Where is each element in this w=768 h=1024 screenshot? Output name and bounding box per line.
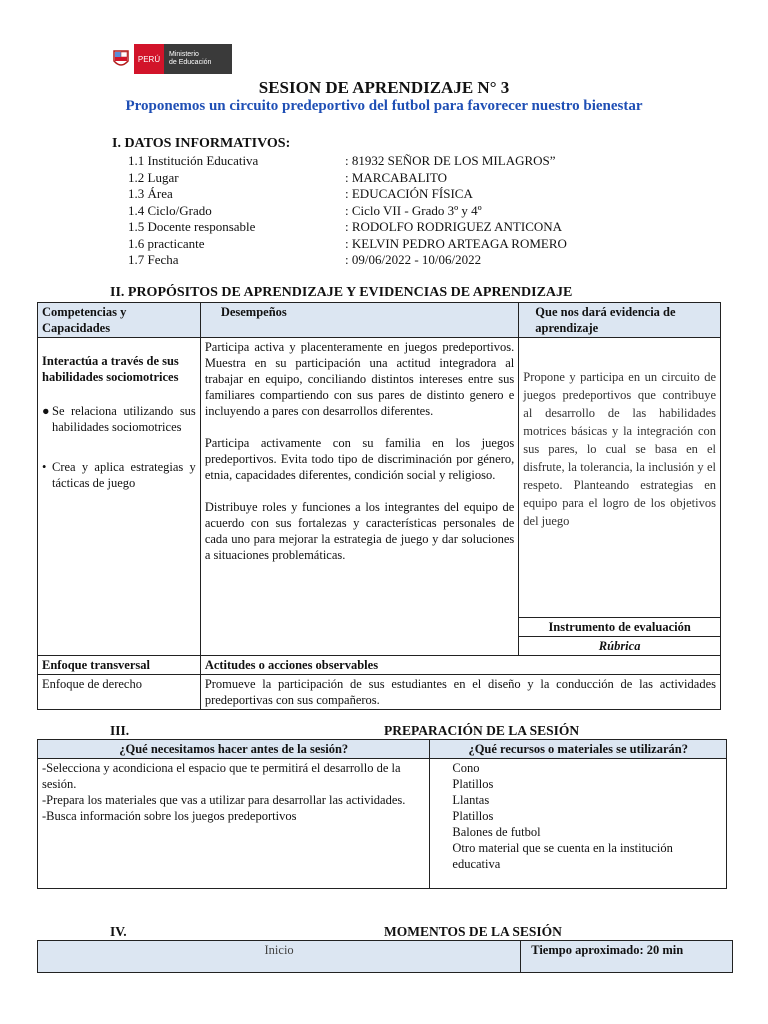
peru-label: PERÚ [134, 44, 164, 74]
desempeno-text: Distribuye roles y funciones a los integrantes del equipo de acuerdo con sus fortalezas y características personales de cada uno para mejorar la estrategia de juego y dar soluciones a situaciones problemáticas. [204, 500, 515, 562]
moments-table [37, 940, 733, 973]
material-item: Cono [452, 761, 480, 775]
material-item: Llantas [452, 793, 490, 807]
section-4-heading: MOMENTOS DE LA SESIÓN [384, 924, 562, 939]
section-3-heading: PREPARACIÓN DE LA SESIÓN [384, 723, 580, 738]
section-1-heading: I. DATOS INFORMATIVOS: [112, 136, 291, 151]
info-list [0, 153, 768, 269]
competencias-header: Competencias y Capacidades [38, 303, 201, 338]
desempenos-header: Desempeños [200, 303, 518, 338]
info-value: : MARCABALITO [345, 169, 447, 185]
page-title: SESION DE APRENDIZAJE N° 3 [258, 78, 510, 97]
info-label: 1.5 Docente responsable [128, 219, 256, 234]
inicio-label: Inicio [38, 941, 521, 973]
info-value: : RODOLFO RODRIGUEZ ANTICONA [345, 219, 563, 234]
info-row [0, 236, 768, 253]
material-item: Platillos [452, 777, 494, 791]
section-4-number: IV. [110, 924, 127, 939]
tasks-header: ¿Qué necesitamos hacer antes de la sesión? [38, 740, 430, 759]
info-label: 1.4 Ciclo/Grado [128, 202, 212, 218]
page-subtitle: Proponemos un circuito predeportivo del futbol para favorecer nuestro bienestar [125, 98, 643, 114]
section-2-heading: II. PROPÓSITOS DE APRENDIZAJE Y EVIDENCIAS DE APRENDIZAJE [110, 285, 573, 300]
ministry-label: Ministerio de Educación [164, 44, 232, 74]
tiempo-label: Tiempo aproximado: 20 min [521, 941, 733, 973]
purposes-header-row [38, 303, 721, 338]
preparation-table [37, 739, 727, 889]
materials-header: ¿Qué recursos o materiales se utilizarán? [430, 740, 727, 759]
info-label: 1.6 practicante [128, 235, 205, 251]
info-value: : Ciclo VII - Grado 3º y 4º [345, 202, 482, 218]
purposes-table [37, 302, 721, 710]
info-label: 1.2 Lugar [128, 169, 179, 185]
evidencia-header: Que nos dará evidencia de aprendizaje [519, 303, 721, 338]
info-value: : 81932 SEÑOR DE LOS MILAGROS” [345, 153, 556, 168]
material-item: Otro material que se cuenta en la institución educativa [452, 841, 673, 871]
info-value: : 09/06/2022 - 10/06/2022 [345, 252, 482, 267]
info-label: 1.1 Institución Educativa [128, 153, 259, 168]
info-row [0, 153, 768, 170]
info-value: : EDUCACIÓN FÍSICA [345, 186, 473, 201]
material-item: Platillos [452, 809, 494, 823]
section-3-number: III. [110, 723, 130, 738]
task-item: -Selecciona y acondiciona el espacio que te permitirá el desarrollo de la sesión. [42, 761, 401, 791]
info-label: 1.3 Área [128, 186, 173, 201]
enfoque-value: Enfoque de derecho [38, 675, 201, 710]
materials-cell [430, 759, 727, 889]
info-value: : KELVIN PEDRO ARTEAGA ROMERO [345, 235, 567, 251]
desempenos-cell [200, 338, 518, 656]
coat-of-arms-icon [108, 44, 134, 74]
actitudes-header: Actitudes o acciones observables [200, 656, 720, 675]
desempeno-text: Participa activa y placenteramente en juegos predeportivos. Muestra en su participación una actitud integradora al trabajar en equipo, conciliando distintos intereses entre sus familiares compartiendo con sus pares de distinto genero e incluyendo a pares con desarrollos diferentes. [204, 340, 515, 418]
evidencia-cell: Propone y participa en un circuito de juegos predeportivos que contribuye al desarrollo de las habilidades motrices básicas y la integración con sus pares, lo cual se basa en el disfrute, la tolerancia, la inclusión y el respeto. Planteando estrategias en equipo para el logro de los objetivos del juego [519, 338, 721, 618]
info-label: 1.7 Fecha [128, 252, 179, 267]
info-row [0, 203, 768, 220]
info-row [0, 186, 768, 203]
info-row [0, 219, 768, 236]
tasks-cell [38, 759, 430, 889]
info-row [0, 252, 768, 269]
info-row [0, 170, 768, 187]
desempeno-text: Participa activamente con su familia en los juegos predeportivos. Evita todo tipo de discriminación por género, etnia, capacidades diferentes, condición social y religioso. [204, 436, 515, 482]
capacidad-item: • Crea y aplica estrategias y tácticas de juego [42, 460, 196, 490]
instrumento-label: Instrumento de evaluación [519, 618, 721, 637]
competencias-cell [38, 338, 201, 656]
competencia-text: Interactúa a través de sus habilidades sociomotrices [42, 354, 179, 384]
actitudes-value: Promueve la participación de sus estudiantes en el diseño y la conducción de las actividades predeportivas con sus compañeros. [200, 675, 720, 710]
task-item: -Prepara los materiales que vas a utilizar para desarrollar las actividades. [42, 793, 406, 807]
task-item: -Busca información sobre los juegos predeportivos [42, 809, 297, 823]
capacidad-item: ● Se relaciona utilizando sus habilidades sociomotrices [42, 404, 196, 434]
enfoque-header: Enfoque transversal [38, 656, 201, 675]
material-item: Balones de futbol [452, 825, 541, 839]
minedu-logo [108, 44, 236, 74]
instrumento-value: Rúbrica [519, 637, 721, 656]
